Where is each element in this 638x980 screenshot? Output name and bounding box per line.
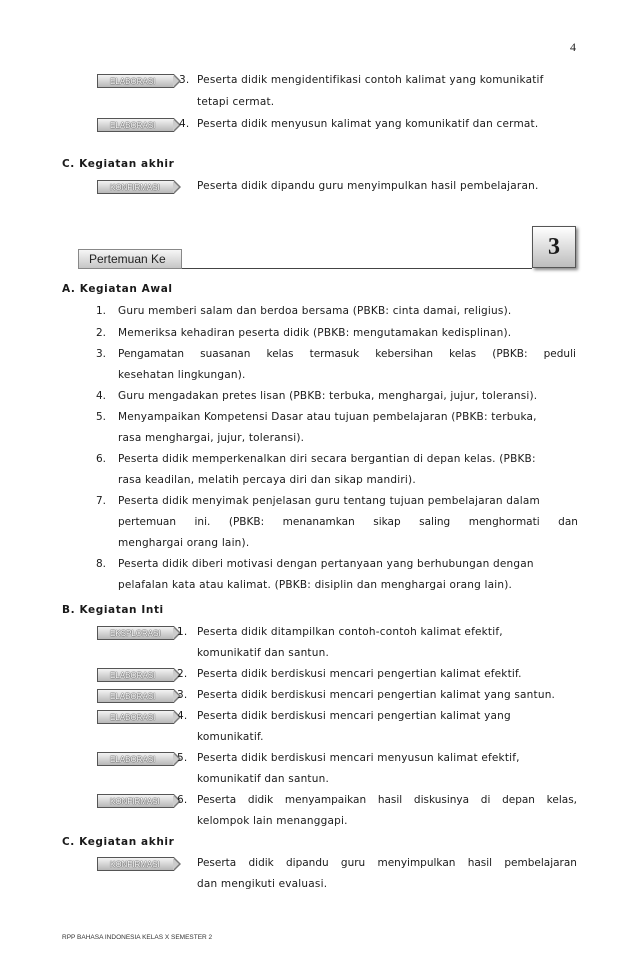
justified-word: saling [419, 516, 451, 528]
page-number: 4 [570, 40, 576, 54]
tag-elaborasi: ELABORASI [97, 74, 174, 88]
section-heading: C. Kegiatan akhir [62, 836, 175, 848]
item-number: 1. [96, 305, 107, 317]
justified-word: diskusinya [413, 794, 470, 806]
item-text: komunikatif dan santun. [197, 773, 329, 785]
justified-word: hasil [377, 794, 403, 806]
justified-word: peduli [543, 348, 576, 360]
justified-word: didik [248, 857, 274, 869]
item-text: Peserta didik dipandu guru menyimpulkan hasil pembelajaran. [197, 180, 539, 192]
justified-word: depan [502, 794, 535, 806]
item-text: Peserta didik diberi motivasi dengan pertanyaan yang berhubungan dengan [118, 558, 534, 570]
item-text: Guru memberi salam dan berdoa bersama (PBKB: cinta damai, religius). [118, 305, 512, 317]
item-number: 1. [177, 626, 188, 638]
justified-word: termasuk [309, 348, 360, 360]
tag-eksplorasi: EKSPLORASI [97, 626, 174, 640]
tag-konfirmasi: KONFIRMASI [97, 857, 174, 871]
item-text: Guru mengadakan pretes lisan (PBKB: terbuka, menghargai, jujur, toleransi). [118, 390, 538, 402]
justified-word: di [480, 794, 491, 806]
justified-word: suasanan [200, 348, 251, 360]
justified-word: (PBKB: [492, 348, 528, 360]
item-number: 5. [96, 411, 107, 423]
justified-word: menghormati [468, 516, 540, 528]
meeting-label: Pertemuan Ke [78, 249, 182, 269]
justified-word: didik [247, 794, 274, 806]
item-number: 6. [96, 453, 107, 465]
item-number: 8. [96, 558, 107, 570]
banner-divider [182, 268, 532, 269]
justified-word: (PBKB: [228, 516, 265, 528]
item-text-justified [197, 794, 577, 806]
item-number: 3. [177, 689, 188, 701]
justified-word: pertemuan [118, 516, 176, 528]
item-number: 3. [179, 74, 190, 86]
item-text: rasa menghargai, jujur, toleransi). [118, 432, 305, 444]
item-text: menghargai orang lain). [118, 537, 250, 549]
item-text: Peserta didik berdiskusi mencari pengertian kalimat yang santun. [197, 689, 556, 701]
item-number: 7. [96, 495, 107, 507]
item-text-justified [118, 516, 578, 528]
justified-word: Peserta [197, 794, 237, 806]
item-text: dan mengikuti evaluasi. [197, 878, 328, 890]
justified-word: kelas, [546, 794, 577, 806]
justified-word: guru [340, 857, 366, 869]
tag-elaborasi: ELABORASI [97, 710, 174, 724]
item-text: Memeriksa kehadiran peserta didik (PBKB: mengutamakan kedisplinan). [118, 327, 512, 339]
item-text: Peserta didik menyimak penjelasan guru tentang tujuan pembelajaran dalam [118, 495, 540, 507]
item-number: 4. [179, 118, 190, 130]
justified-word: ini. [194, 516, 211, 528]
item-text: Peserta didik menyusun kalimat yang komunikatif dan cermat. [197, 118, 539, 130]
justified-word: menanamkan [282, 516, 355, 528]
section-heading: B. Kegiatan Inti [62, 604, 164, 616]
justified-word: Peserta [197, 857, 237, 869]
item-text: Peserta didik berdiskusi mencari pengertian kalimat efektif. [197, 668, 522, 680]
meeting-number: 3 [532, 226, 576, 268]
item-number: 2. [177, 668, 188, 680]
justified-word: hasil [467, 857, 493, 869]
item-text-justified [197, 857, 577, 869]
item-text: komunikatif dan santun. [197, 647, 329, 659]
justified-word: Pengamatan [118, 348, 185, 360]
justified-word: dipandu [286, 857, 329, 869]
justified-word: kelas [449, 348, 477, 360]
tag-konfirmasi: KONFIRMASI [97, 794, 174, 808]
item-text: Peserta didik memperkenalkan diri secara bergantian di depan kelas. (PBKB: [118, 453, 536, 465]
item-text: pelafalan kata atau kalimat. (PBKB: disiplin dan menghargai orang lain). [118, 579, 513, 591]
item-text: kelompok lain menanggapi. [197, 815, 348, 827]
justified-word: kelas [266, 348, 294, 360]
footer-text: RPP BAHASA INDONESIA KELAS X SEMESTER 2 [62, 934, 213, 941]
item-text: Peserta didik mengidentifikasi contoh kalimat yang komunikatif [197, 74, 544, 86]
item-number: 6. [177, 794, 188, 806]
item-number: 3. [96, 348, 107, 360]
tag-elaborasi: ELABORASI [97, 752, 174, 766]
justified-word: menyampaikan [284, 794, 367, 806]
tag-elaborasi: ELABORASI [97, 668, 174, 682]
tag-elaborasi: ELABORASI [97, 689, 174, 703]
item-text: Peserta didik berdiskusi mencari pengertian kalimat yang [197, 710, 511, 722]
item-text: komunikatif. [197, 731, 264, 743]
item-number: 2. [96, 327, 107, 339]
section-heading: A. Kegiatan Awal [62, 283, 173, 295]
item-text: Peserta didik ditampilkan contoh-contoh kalimat efektif, [197, 626, 503, 638]
justified-word: kebersihan [375, 348, 434, 360]
section-heading: C. Kegiatan akhir [62, 158, 175, 170]
tag-konfirmasi: KONFIRMASI [97, 180, 174, 194]
item-text: Peserta didik berdiskusi mencari menyusun kalimat efektif, [197, 752, 520, 764]
item-text: rasa keadilan, melatih percaya diri dan sikap mandiri). [118, 474, 416, 486]
justified-word: menyimpulkan [377, 857, 456, 869]
item-text: tetapi cermat. [197, 96, 275, 108]
item-number: 4. [177, 710, 188, 722]
tag-elaborasi: ELABORASI [97, 118, 174, 132]
justified-word: dan [558, 516, 578, 528]
item-text: Menyampaikan Kompetensi Dasar atau tujuan pembelajaran (PBKB: terbuka, [118, 411, 537, 423]
justified-word: pembelajaran [504, 857, 577, 869]
item-number: 4. [96, 390, 107, 402]
item-text-justified [118, 348, 576, 360]
item-number: 5. [177, 752, 188, 764]
justified-word: sikap [373, 516, 401, 528]
item-text: kesehatan lingkungan). [118, 369, 246, 381]
